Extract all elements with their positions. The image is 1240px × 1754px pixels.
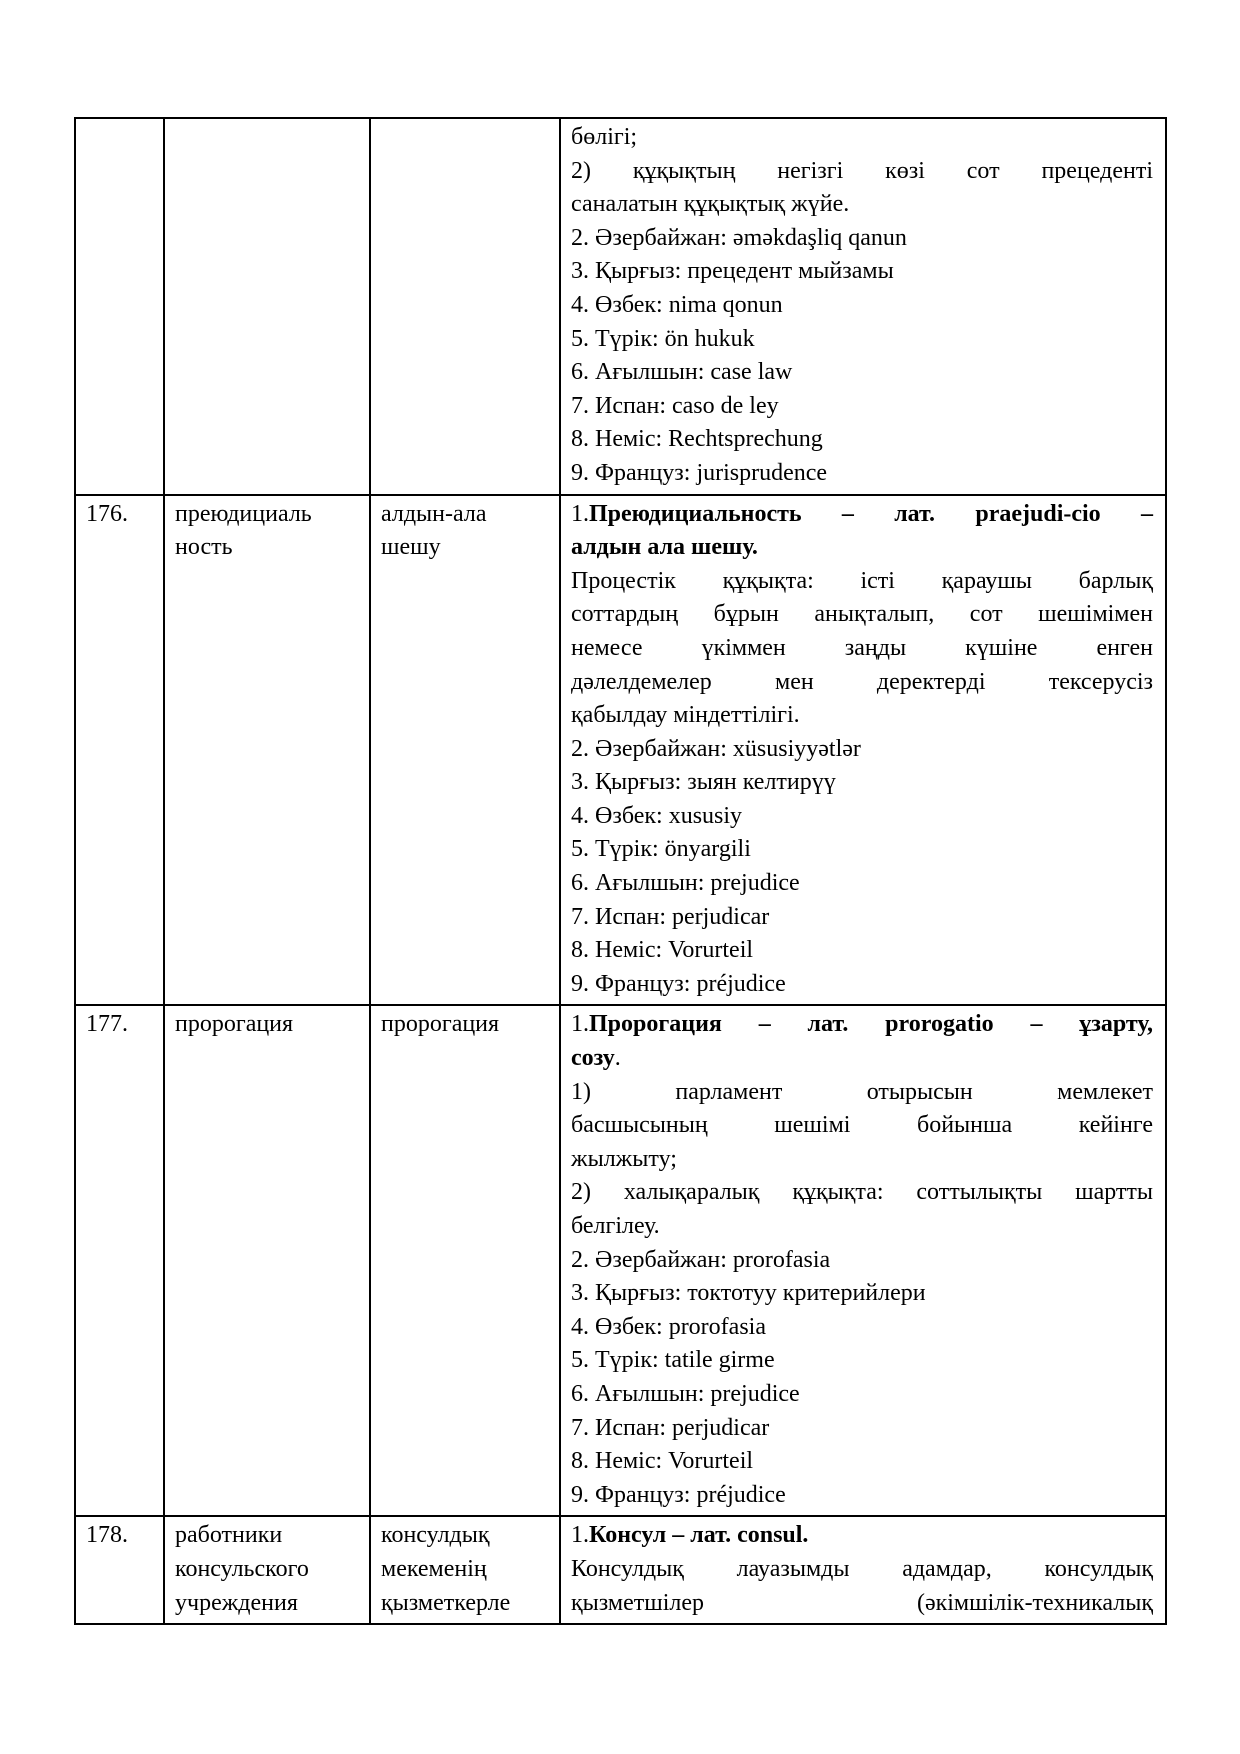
definition-line: 2) құқықтың негізгі көзі сот прецеденті: [571, 157, 1153, 184]
definition-line: соттардың бұрын анықталып, сот шешімімен: [571, 601, 1153, 628]
table-row: [75, 1516, 1166, 1624]
definition-heading: алдын ала шешу.: [571, 534, 758, 561]
definition-line: 1) парламент отырысын мемлекет: [571, 1078, 1153, 1105]
row-number-cell: 177.: [75, 1005, 164, 1516]
kazakh-term-cell: пророгация: [370, 1005, 560, 1516]
translation-line: 4. Өзбек: prorofasia: [571, 1313, 766, 1340]
russian-term-cell: [164, 118, 370, 495]
row-number-cell: 176.: [75, 495, 164, 1006]
definition-line: басшысының шешімі бойынша кейінге: [571, 1112, 1153, 1139]
translation-line: 3. Қырғыз: прецедент мыйзамы: [571, 258, 894, 285]
russian-term-cell: работники консульского учреждения: [164, 1516, 370, 1624]
translation-line: 3. Қырғыз: зыян келтирүү: [571, 769, 836, 796]
translation-line: 9. Француз: préjudice: [571, 1481, 786, 1508]
translation-line: 8. Неміс: Rechtsprechung: [571, 426, 823, 453]
definition-heading: 1.Преюдициальность – лат. praejudi-cio –: [571, 500, 1153, 527]
definition-cell: [560, 1516, 1166, 1624]
translation-line: 9. Француз: préjudice: [571, 970, 786, 997]
definition-heading: 1.Пророгация – лат. prorogatio – ұзарту,: [571, 1011, 1153, 1038]
definition-heading: 1.Консул – лат. consul.: [571, 1522, 809, 1549]
definition-cell: [560, 1005, 1166, 1516]
translation-line: 5. Түрік: ön hukuk: [571, 325, 755, 352]
translation-line: 6. Ағылшын: prejudice: [571, 1380, 800, 1407]
definition-line: белгілеу.: [571, 1213, 660, 1239]
russian-term-cell: преюдициаль ность: [164, 495, 370, 1006]
translation-line: 4. Өзбек: nima qonun: [571, 291, 783, 318]
definition-cell: [560, 118, 1166, 495]
translation-line: 3. Қырғыз: токтотуу критерийлери: [571, 1280, 926, 1307]
translation-line: 8. Неміс: Vorurteil: [571, 937, 754, 964]
translation-line: 7. Испан: perjudicar: [571, 1414, 770, 1441]
definition-line: 2) халықаралық құқықта: соттылықты шартты: [571, 1179, 1153, 1206]
translation-line: 2. Әзербайжан: prorofasia: [571, 1246, 831, 1273]
definition-line: жылжыту;: [571, 1145, 677, 1172]
definition-line: қызметшілер (әкімшілік-техникалық: [571, 1589, 1153, 1616]
glossary-table: [74, 117, 1167, 1625]
russian-term-cell: пророгация: [164, 1005, 370, 1516]
definition-cell: [560, 495, 1166, 1006]
definition-line: бөлігі;: [571, 124, 638, 150]
kazakh-term-cell: [370, 118, 560, 495]
kazakh-term-cell: консулдық мекеменің қызметкерле: [370, 1516, 560, 1624]
definition-line: саналатын құқықтық жүйе.: [571, 191, 850, 218]
translation-line: 7. Испан: caso de ley: [571, 392, 779, 419]
row-number-cell: 178.: [75, 1516, 164, 1624]
translation-line: 6. Ағылшын: case law: [571, 359, 793, 386]
translation-line: 6. Ағылшын: prejudice: [571, 870, 800, 897]
row-number-cell: [75, 118, 164, 495]
translation-line: 2. Әзербайжан: xüsusiyyətlər: [571, 735, 861, 762]
translation-line: 4. Өзбек: xususiy: [571, 802, 743, 829]
definition-line: Консулдық лауазымды адамдар, консулдық: [571, 1555, 1153, 1582]
definition-heading: созу.: [571, 1045, 621, 1072]
table-row: [75, 1005, 1166, 1516]
definition-line: Процестік құқықта: істі қараушы барлық: [571, 567, 1153, 594]
definition-line: қабылдау міндеттілігі.: [571, 702, 800, 729]
translation-line: 7. Испан: perjudicar: [571, 903, 770, 930]
kazakh-term-cell: алдын-ала шешу: [370, 495, 560, 1006]
translation-line: 9. Француз: jurisprudence: [571, 459, 828, 486]
table-row: [75, 118, 1166, 495]
translation-line: 2. Әзербайжан: əməkdaşliq qanun: [571, 224, 907, 251]
definition-line: дәлелдемелер мен деректерді тексерусіз: [571, 668, 1153, 695]
translation-line: 8. Неміс: Vorurteil: [571, 1448, 754, 1475]
table-row: [75, 495, 1166, 1006]
definition-line: немесе үкіммен заңды күшіне енген: [571, 634, 1153, 661]
translation-line: 5. Түрік: önyargili: [571, 836, 751, 863]
translation-line: 5. Түрік: tatile girme: [571, 1347, 775, 1374]
